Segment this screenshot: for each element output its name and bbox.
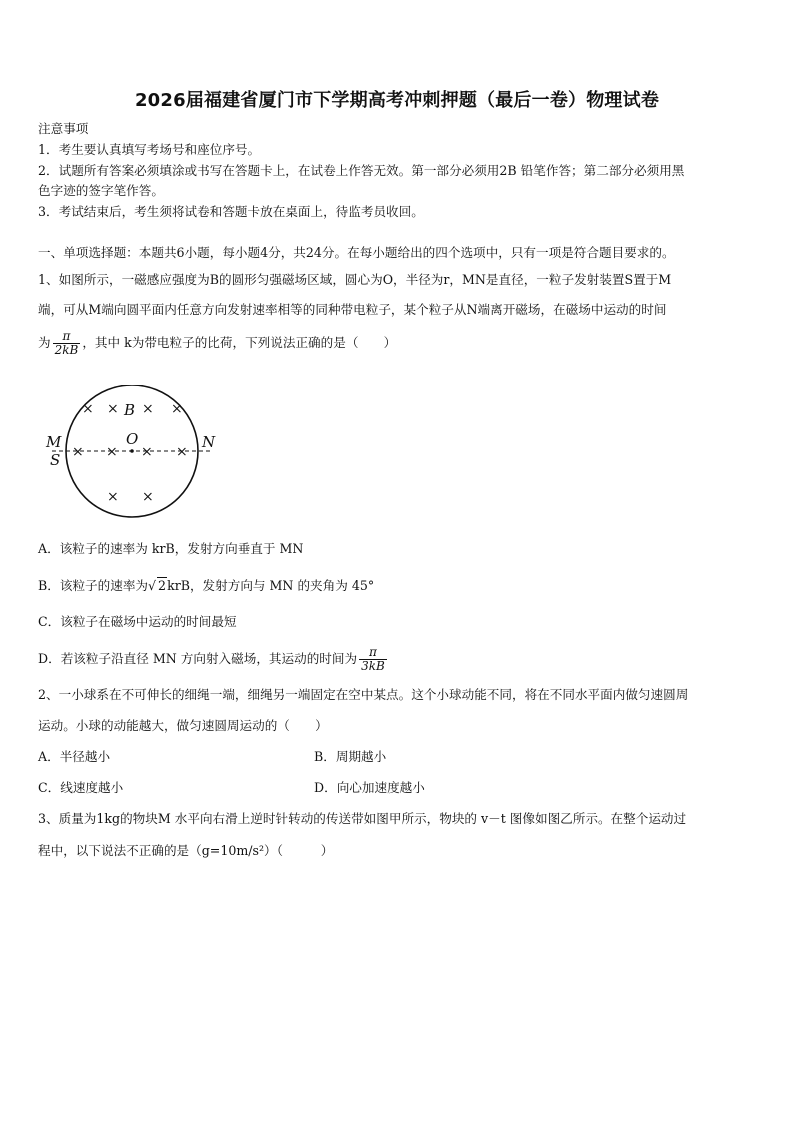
q1-line-1: 1、如图所示，一磁感应强度为B的圆形匀强磁场区域，圆心为O，半径为r，MN是直径，一粒子发射装置S置于M xyxy=(38,272,672,287)
notice-item-3: 3．考试结束后，考生须将试卷和答题卡放在桌面上，待监考员收回。 xyxy=(38,204,424,219)
q3-line-1: 3、质量为1kg的物块M 水平向右滑上逆时针转动的传送带如图甲所示，物块的 v－t 图像如图乙所示。在整个运动过 xyxy=(38,811,687,826)
q3-line-2: 程中，以下说法不正确的是（g=10m/s²）（ ） xyxy=(38,843,334,858)
q1-frac-den: 2kB xyxy=(54,343,79,357)
q1-line-3-post: ，其中 k为带电粒子的比荷，下列说法正确的是（ ） xyxy=(82,335,397,350)
exam-title: 2026届福建省厦门市下学期高考冲刺押题（最后一卷）物理试卷 xyxy=(134,90,660,111)
q2-option-c: C．线速度越小 xyxy=(38,780,124,795)
q1-option-b-pre: B．该粒子的速率为 xyxy=(38,578,149,593)
center-dot xyxy=(130,449,134,453)
label-B: B xyxy=(124,401,136,419)
q1-option-d xyxy=(38,646,389,673)
q1-frac-num: π xyxy=(53,330,81,344)
q1-option-b-post: krB，发射方向与 MN 的夹角为 45° xyxy=(167,578,375,593)
cross-10: × xyxy=(142,489,154,505)
notice-item-1: 1．考生要认真填写考场号和座位序号。 xyxy=(38,142,261,157)
q1-option-d-fraction xyxy=(359,646,387,673)
q2-line-1: 2、一小球系在不可伸长的细绳一端，细绳另一端固定在空中某点。这个小球动能不同，将在不同水平面内做匀速圆周 xyxy=(38,687,689,702)
notice-item-2: 2．试题所有答案必须填涂或书写在答题卡上，在试卷上作答无效。第一部分必须用2B 铅笔作答；第二部分必须用黑 xyxy=(38,163,685,178)
label-N: N xyxy=(202,433,216,451)
cross-8: × xyxy=(176,444,188,460)
cross-9: × xyxy=(107,489,119,505)
cross-1: × xyxy=(82,401,94,417)
q1-line-3 xyxy=(38,330,396,357)
q1-option-a: A．该粒子的速率为 krB，发射方向垂直于 MN xyxy=(38,541,304,556)
notice-item-2-cont: 色字迹的签字笔作答。 xyxy=(38,183,164,198)
magnetic-field-diagram xyxy=(44,385,224,525)
q1-line-3-pre: 为 xyxy=(38,335,51,350)
q1-option-b: B．该粒子的速率为√ 2krB，发射方向与 MN 的夹角为 45° xyxy=(38,578,375,593)
q2-option-d: D．向心加速度越小 xyxy=(314,780,425,795)
q1-option-d-num: π xyxy=(359,646,387,660)
q1-option-c: C．该粒子在磁场中运动的时间最短 xyxy=(38,614,237,629)
label-M: M xyxy=(46,433,62,451)
cross-5: × xyxy=(72,444,84,460)
q1-option-d-den: 3kB xyxy=(361,659,385,673)
q1-option-d-pre: D．若该粒子沿直径 MN 方向射入磁场，其运动的时间为 xyxy=(38,651,358,666)
cross-2: × xyxy=(107,401,119,417)
q2-option-a: A．半径越小 xyxy=(38,749,111,764)
section-heading: 一、单项选择题：本题共6小题，每小题4分，共24分。在每小题给出的四个选项中，只有一项是符合题目要求的。 xyxy=(38,245,675,260)
cross-7: × xyxy=(141,444,153,460)
q1-line-2: 端，可从M端向圆平面内任意方向发射速率相等的同种带电粒子，某个粒子从N端离开磁场，在磁场中运动的时间 xyxy=(38,302,667,317)
q1-option-b-sqrt: 2 xyxy=(158,578,167,593)
q1-fraction xyxy=(53,330,81,357)
cross-6: × xyxy=(106,444,118,460)
q2-option-b: B．周期越小 xyxy=(314,749,387,764)
cross-3: × xyxy=(142,401,154,417)
cross-4: × xyxy=(171,401,183,417)
notice-heading: 注意事项 xyxy=(38,121,89,136)
label-S: S xyxy=(50,451,61,469)
q2-line-2: 运动。小球的动能越大，做匀速圆周运动的（ ） xyxy=(38,718,328,733)
label-O: O xyxy=(126,430,139,448)
